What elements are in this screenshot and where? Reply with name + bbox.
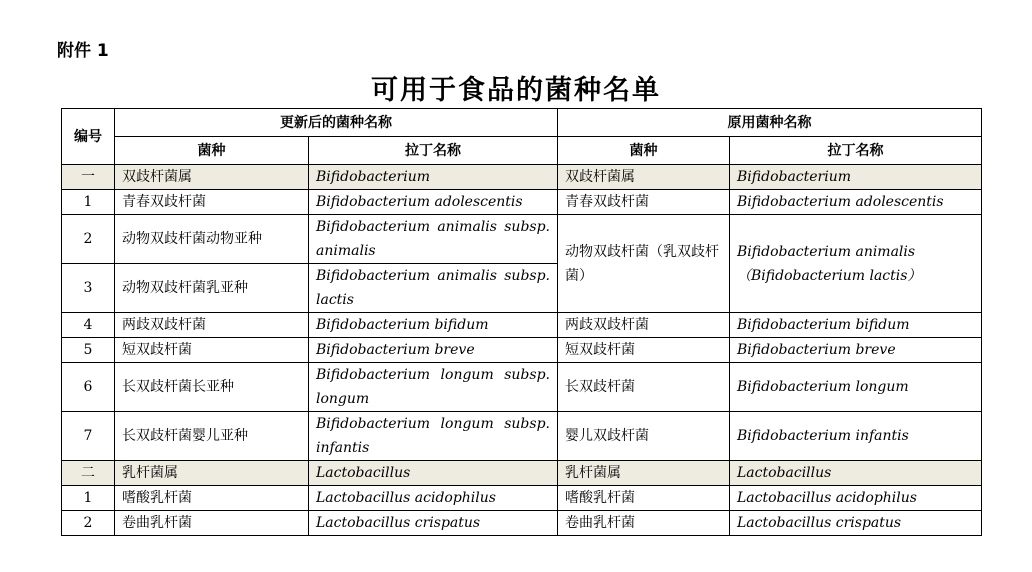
row-number: 7 xyxy=(62,412,115,461)
subheader-original-latin: 拉丁名称 xyxy=(730,137,982,165)
strain-latin-old: Lactobacillus crispatus xyxy=(730,511,982,536)
strain-latin-old-merged xyxy=(730,215,982,313)
strain-cn-new: 动物双歧杆菌乳亚种 xyxy=(115,264,309,313)
strain-cn-old: 两歧双歧杆菌 xyxy=(558,313,730,338)
header-updated-names: 更新后的菌种名称 xyxy=(115,109,558,137)
table-row-genus xyxy=(62,165,982,190)
strain-cn-new: 两歧双歧杆菌 xyxy=(115,313,309,338)
attachment-label: 附件 1 xyxy=(57,41,109,61)
table-subheader-row xyxy=(62,137,982,165)
row-number: 6 xyxy=(62,363,115,412)
strain-latin-old: Bifidobacterium bifidum xyxy=(730,313,982,338)
strain-latin-new: Bifidobacterium longum subsp. infantis xyxy=(309,412,558,461)
row-number: 4 xyxy=(62,313,115,338)
strain-cn-new: 青春双歧杆菌 xyxy=(115,190,309,215)
strain-cn-old: 双歧杆菌属 xyxy=(558,165,730,190)
strain-cn-new: 动物双歧杆菌动物亚种 xyxy=(115,215,309,264)
strain-cn-old: 青春双歧杆菌 xyxy=(558,190,730,215)
strain-latin-new: Bifidobacterium animalis subsp. lactis xyxy=(309,264,558,313)
strain-latin-new: Bifidobacterium longum subsp. longum xyxy=(309,363,558,412)
strain-latin-new: Lactobacillus acidophilus xyxy=(309,486,558,511)
latin-old-alt: （Bifidobacterium lactis） xyxy=(737,267,922,284)
row-number: 1 xyxy=(62,486,115,511)
strain-latin-old: Bifidobacterium adolescentis xyxy=(730,190,982,215)
subheader-updated-strain: 菌种 xyxy=(115,137,309,165)
strain-latin-new: Bifidobacterium animalis subsp. animalis xyxy=(309,215,558,264)
strain-cn-old: 长双歧杆菌 xyxy=(558,363,730,412)
header-number: 编号 xyxy=(62,109,115,165)
strain-latin-old: Lactobacillus acidophilus xyxy=(730,486,982,511)
strain-latin-old: Lactobacillus xyxy=(730,461,982,486)
header-original-names: 原用菌种名称 xyxy=(558,109,982,137)
table-row xyxy=(62,511,982,536)
table-header-row xyxy=(62,109,982,137)
subheader-updated-latin: 拉丁名称 xyxy=(309,137,558,165)
strain-latin-new: Bifidobacterium adolescentis xyxy=(309,190,558,215)
strain-cn-new: 双歧杆菌属 xyxy=(115,165,309,190)
row-number: 2 xyxy=(62,215,115,264)
strain-cn-old: 婴儿双歧杆菌 xyxy=(558,412,730,461)
latin-old-main: Bifidobacterium animalis xyxy=(737,243,916,260)
strain-latin-new: Lactobacillus xyxy=(309,461,558,486)
table-row xyxy=(62,363,982,412)
strain-cn-old-merged: 动物双歧杆菌（乳双歧杆菌） xyxy=(558,215,730,313)
strain-cn-new: 卷曲乳杆菌 xyxy=(115,511,309,536)
table-row xyxy=(62,190,982,215)
strain-cn-new: 短双歧杆菌 xyxy=(115,338,309,363)
row-number: 5 xyxy=(62,338,115,363)
strain-cn-old: 嗜酸乳杆菌 xyxy=(558,486,730,511)
table-row-genus xyxy=(62,461,982,486)
table-row xyxy=(62,338,982,363)
strain-cn-old: 卷曲乳杆菌 xyxy=(558,511,730,536)
row-number: 二 xyxy=(62,461,115,486)
row-number: 3 xyxy=(62,264,115,313)
strain-cn-old: 乳杆菌属 xyxy=(558,461,730,486)
table-row xyxy=(62,486,982,511)
strain-latin-old: Bifidobacterium infantis xyxy=(730,412,982,461)
table-row xyxy=(62,215,982,264)
strain-table xyxy=(61,108,982,536)
strain-latin-new: Bifidobacterium bifidum xyxy=(309,313,558,338)
subheader-original-strain: 菌种 xyxy=(558,137,730,165)
strain-latin-old: Bifidobacterium xyxy=(730,165,982,190)
strain-latin-new: Bifidobacterium breve xyxy=(309,338,558,363)
strain-cn-new: 长双歧杆菌长亚种 xyxy=(115,363,309,412)
strain-cn-new: 乳杆菌属 xyxy=(115,461,309,486)
table-row xyxy=(62,412,982,461)
strain-latin-old: Bifidobacterium longum xyxy=(730,363,982,412)
strain-latin-old: Bifidobacterium breve xyxy=(730,338,982,363)
strain-latin-new: Bifidobacterium xyxy=(309,165,558,190)
strain-cn-new: 长双歧杆菌婴儿亚种 xyxy=(115,412,309,461)
row-number: 2 xyxy=(62,511,115,536)
strain-cn-new: 嗜酸乳杆菌 xyxy=(115,486,309,511)
document-title: 可用于食品的菌种名单 xyxy=(371,75,661,106)
table-row xyxy=(62,313,982,338)
strain-latin-new: Lactobacillus crispatus xyxy=(309,511,558,536)
strain-cn-old: 短双歧杆菌 xyxy=(558,338,730,363)
row-number: 一 xyxy=(62,165,115,190)
row-number: 1 xyxy=(62,190,115,215)
